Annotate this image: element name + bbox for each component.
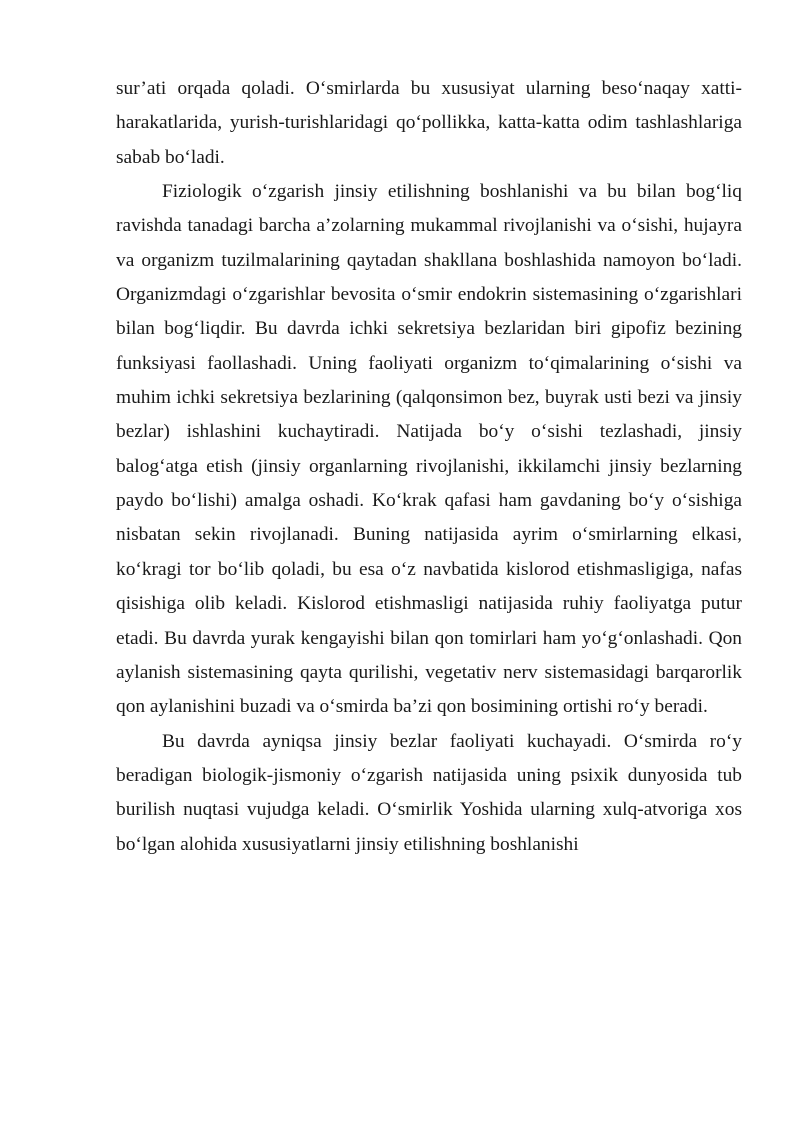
paragraph-3: Bu davrda ayniqsa jinsiy bezlar faoliyati kuchayadi. O‘smirda ro‘y beradigan biologik-jismoniy o‘zgarish natijasida uning psixik dunyosida tub burilish nuqtasi vujudga keladi. O‘smirlik Yoshida ularning xulq-atvoriga xos bo‘lgan alohida xususiyatlarni jinsiy etilishning boshlanishi bbox=[116, 730, 742, 855]
paragraph-2: Fiziologik o‘zgarish jinsiy etilishning boshlanishi va bu bilan bog‘liq ravishda tanadagi barcha a’zolarning mukammal rivojlanishi va o‘sishi, hujayra va organizm tuzilmalarining qaytadan shakllana boshlashida namoyon bo‘ladi. Organizmdagi o‘zgarishlar bevosita o‘smir endokrin sistemasining o‘zgarishlari bilan bog‘liqdir. Bu davrda ichki sekretsiya bezlaridan biri gipofiz bezining funksiyasi faollashadi. Uning faoliyati organizm to‘qimalarining o‘sishi va muhim ichki sekretsiya bezlarining (qalqonsimon bez, buyrak usti bezi va jinsiy bezlar) ishlashini kuchaytiradi. Natijada bo‘y o‘sishi tezlashadi, jinsiy balog‘atga etish (jinsiy organlarning rivojlanishi, ikkilamchi jinsiy bezlarning paydo bo‘lishi) amalga oshadi. Ko‘krak qafasi ham gavdaning bo‘y o‘sishiga nisbatan sekin rivojlanadi. Buning natijasida ayrim o‘smirlarning elkasi, ko‘kragi tor bo‘lib qoladi, bu esa o‘z navbatida kislorod etishmasligiga, nafas qisishiga olib keladi. Kislorod etishmasligi natijasida ruhiy faoliyatga putur etadi. Bu davrda yurak kengayishi bilan qon tomirlari ham yo‘g‘onlashadi. Qon aylanish sistemasining qayta qurilishi, vegetativ nerv sistemasidagi barqarorlik qon aylanishini buzadi va o‘smirda ba’zi qon bosimining ortishi ro‘y beradi. bbox=[116, 181, 742, 718]
document-body bbox=[116, 72, 742, 862]
paragraph-1: sur’ati orqada qoladi. O‘smirlarda bu xususiyat ularning beso‘naqay xatti-harakatlarida, yurish-turishlaridagi qo‘pollikka, katta-katta odim tashlashlariga sabab bo‘ladi. bbox=[116, 78, 742, 168]
